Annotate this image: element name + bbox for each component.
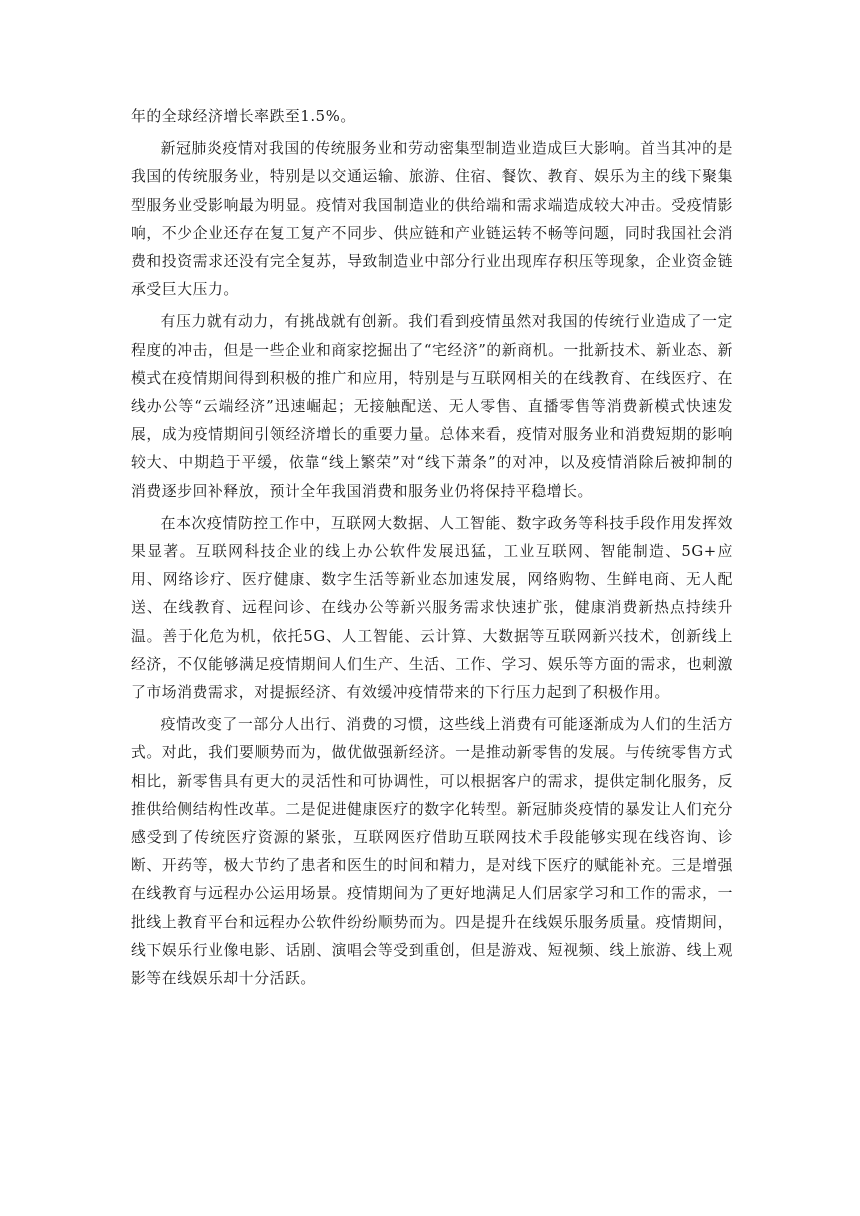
paragraph-technology-role: 在本次疫情防控工作中，互联网大数据、人工智能、数字政务等科技手段作用发挥效果显著。互联网科技企业的线上办公软件发展迅猛，工业互联网、智能制造、5G+应用、网络诊疗、医疗健康、数字生活等新业态加速发展，网络购物、生鲜电商、无人配送、在线教育、远程问诊、在线办公等新兴服务需求快速扩张，健康消费新热点持续升温。善于化危为机，依托5G、人工智能、云计算、大数据等互联网新兴技术，创新线上经济，不仅能够满足疫情期间人们生产、生活、工作、学习、娱乐等方面的需求，也刺激了市场消费需求，对提振经济、有效缓冲疫情带来的下行压力起到了积极作用。: [131, 514, 733, 702]
paragraph-continuation: 年的全球经济增长率跌至1.5%。: [131, 108, 356, 125]
paragraph-new-economy: 疫情改变了一部分人出行、消费的习惯，这些线上消费有可能逐渐成为人们的生活方式。对此，我们要顺势而为，做优做强新经济。一是推动新零售的发展。与传统零售方式相比，新零售具有更大的灵活性和可协调性，可以根据客户的需求，提供定制化服务，反推供给侧结构性改革。二是促进健康医疗的数字化转型。新冠肺炎疫情的暴发让人们充分感受到了传统医疗资源的紧张，互联网医疗借助互联网技术手段能够实现在线咨询、诊断、开药等，极大节约了患者和医生的时间和精力，是对线下医疗的赋能补充。三是增强在线教育与远程办公运用场景。疫情期间为了更好地满足人们居家学习和工作的需求，一批线上教育平台和远程办公软件纷纷顺势而为。四是提升在线娱乐服务质量。疫情期间，线下娱乐行业像电影、话剧、演唱会等受到重创，但是游戏、短视频、线上旅游、线上观影等在线娱乐却十分活跃。: [131, 716, 733, 988]
document-body: [131, 103, 733, 993]
paragraph-pressure-innovation: 有压力就有动力，有挑战就有创新。我们看到疫情虽然对我国的传统行业造成了一定程度的冲击，但是一些企业和商家挖掘出了“宅经济”的新商机。一批新技术、新业态、新模式在疫情期间得到积极的推广和应用，特别是与互联网相关的在线教育、在线医疗、在线办公等“云端经济”迅速崛起；无接触配送、无人零售、直播零售等消费新模式快速发展，成为疫情期间引领经济增长的重要力量。总体来看，疫情对服务业和消费短期的影响较大、中期趋于平缓，依靠“线上繁荣”对“线下萧条”的对冲，以及疫情消除后被抑制的消费逐步回补释放，预计全年我国消费和服务业仍将保持平稳增长。: [131, 313, 733, 500]
paragraph-pandemic-impact: 新冠肺炎疫情对我国的传统服务业和劳动密集型制造业造成巨大影响。首当其冲的是我国的传统服务业，特别是以交通运输、旅游、住宿、餐饮、教育、娱乐为主的线下聚集型服务业受影响最为明显。疫情对我国制造业的供给端和需求端造成较大冲击。受疫情影响，不少企业还存在复工复产不同步、供应链和产业链运转不畅等问题，同时我国社会消费和投资需求还没有完全复苏，导致制造业中部分行业出现库存积压等现象，企业资金链承受巨大压力。: [131, 140, 733, 299]
